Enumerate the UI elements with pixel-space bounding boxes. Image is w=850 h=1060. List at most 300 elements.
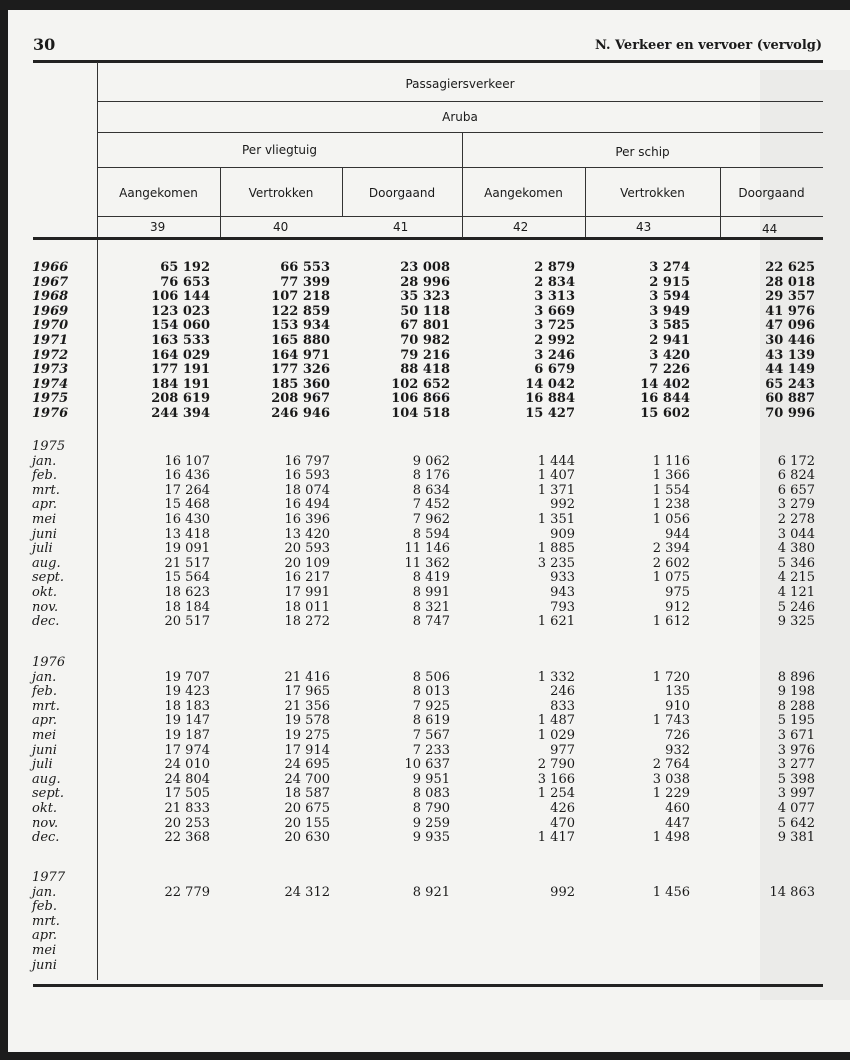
row-label: nov. — [32, 599, 59, 615]
page-title: N. Verkeer en vervoer (vervolg) — [594, 38, 822, 53]
table-row — [0, 557, 850, 572]
table-cell: 8 419 — [412, 570, 450, 586]
table-cell: 470 — [550, 815, 575, 831]
row-label: 1973 — [32, 362, 69, 378]
table-cell: 102 652 — [391, 376, 450, 392]
table-cell: 7 962 — [412, 511, 450, 527]
row-label: apr. — [32, 928, 57, 944]
table-cell: 8 896 — [777, 669, 815, 685]
table-cell: 9 381 — [777, 830, 815, 846]
table-cell: 1 075 — [652, 570, 690, 586]
table-cell: 3 044 — [777, 526, 815, 542]
table-cell: 41 976 — [765, 303, 815, 319]
table-cell: 1 720 — [652, 669, 690, 685]
table-cell: 79 216 — [400, 347, 450, 363]
table-cell: 1 456 — [652, 884, 690, 900]
table-row — [0, 729, 850, 744]
table-cell: 177 191 — [151, 362, 210, 378]
table-cell: 13 420 — [284, 526, 330, 542]
table-row — [0, 528, 850, 543]
table-cell: 6 679 — [534, 362, 575, 378]
table-cell: 1 444 — [537, 453, 575, 469]
table-cell: 208 967 — [271, 391, 330, 407]
table-cell: 793 — [550, 599, 575, 615]
table-cell: 1 351 — [537, 511, 575, 527]
row-label: juni — [32, 957, 57, 973]
table-cell: 20 630 — [284, 830, 330, 846]
table-cell: 8 321 — [412, 599, 450, 615]
table-cell: 7 233 — [412, 742, 450, 758]
table-cell: 122 859 — [271, 303, 330, 319]
year-heading-row — [0, 440, 850, 455]
table-row — [0, 787, 850, 802]
row-label: 1967 — [32, 274, 69, 290]
table-cell: 20 253 — [164, 815, 210, 831]
table-row — [0, 817, 850, 832]
table-cell: 135 — [665, 684, 690, 700]
table-cell: 15 564 — [164, 570, 210, 586]
year-heading-row — [0, 871, 850, 886]
col-header: Doorgaand — [368, 186, 436, 200]
table-cell: 35 323 — [400, 289, 450, 305]
table-cell: 246 946 — [271, 405, 330, 421]
table-row — [0, 542, 850, 557]
table-row — [0, 305, 850, 320]
table-cell: 208 619 — [151, 391, 210, 407]
table-cell: 8 176 — [412, 468, 450, 484]
col-header: Vertrokken — [248, 186, 314, 200]
table-cell: 8 790 — [412, 800, 450, 816]
row-label: 1970 — [32, 318, 69, 334]
table-cell: 1 116 — [652, 453, 690, 469]
table-cell: 24 804 — [164, 771, 210, 787]
table-cell: 3 420 — [649, 347, 690, 363]
table-cell: 5 398 — [777, 771, 815, 787]
table-cell: 24 695 — [284, 757, 330, 773]
table-cell: 6 657 — [777, 482, 815, 498]
table-cell: 17 505 — [164, 786, 210, 802]
table-cell: 21 833 — [164, 800, 210, 816]
table-cell: 9 259 — [412, 815, 450, 831]
table-cell: 16 797 — [284, 453, 330, 469]
table-cell: 944 — [665, 526, 690, 542]
row-label: juli — [32, 541, 53, 557]
table-cell: 60 887 — [765, 391, 815, 407]
table-row — [0, 773, 850, 788]
row-label: sept. — [32, 570, 65, 586]
row-label: mrt. — [32, 698, 60, 714]
row-label: 1968 — [32, 289, 69, 305]
table-cell: 24 700 — [284, 771, 330, 787]
table-cell: 2 915 — [649, 274, 690, 290]
table-cell: 1 487 — [537, 713, 575, 729]
table-row — [0, 513, 850, 528]
table-cell: 992 — [550, 884, 575, 900]
table-row — [0, 685, 850, 700]
table-row — [0, 407, 850, 422]
col-header: Aangekomen — [484, 186, 563, 200]
table-cell: 22 779 — [164, 884, 210, 900]
table-cell: 1 238 — [652, 497, 690, 513]
table-cell: 16 430 — [164, 511, 210, 527]
region-header: Aruba — [442, 110, 478, 124]
table-cell: 16 884 — [525, 391, 575, 407]
monthly-rows-1976 — [0, 656, 850, 846]
row-label: juni — [32, 742, 57, 758]
header-bottom-rule — [33, 237, 823, 240]
table-cell: 910 — [665, 698, 690, 714]
table-cell: 7 925 — [412, 698, 450, 714]
table-cell: 2 834 — [534, 274, 575, 290]
table-row — [0, 571, 850, 586]
table-cell: 9 062 — [412, 453, 450, 469]
row-label: nov. — [32, 815, 59, 831]
table-cell: 16 217 — [284, 570, 330, 586]
table-row — [0, 363, 850, 378]
table-cell: 20 675 — [284, 800, 330, 816]
table-cell: 9 935 — [412, 830, 450, 846]
table-cell: 163 533 — [151, 332, 210, 348]
table-cell: 16 593 — [284, 468, 330, 484]
table-cell: 15 427 — [525, 405, 575, 421]
table-cell: 67 801 — [400, 318, 450, 334]
table-cell: 107 218 — [271, 289, 330, 305]
table-cell: 20 109 — [284, 555, 330, 571]
table-cell: 16 396 — [284, 511, 330, 527]
year-heading-row — [0, 656, 850, 671]
page-number: 30 — [33, 35, 56, 54]
table-cell: 77 399 — [280, 274, 330, 290]
table-cell: 19 707 — [164, 669, 210, 685]
row-label: feb. — [32, 899, 57, 915]
table-cell: 1 885 — [537, 541, 575, 557]
table-cell: 447 — [665, 815, 690, 831]
table-cell: 50 118 — [400, 303, 450, 319]
table-cell: 165 880 — [271, 332, 330, 348]
table-row — [0, 944, 850, 959]
top-rule — [33, 60, 823, 63]
table-row — [0, 671, 850, 686]
table-cell: 1 332 — [537, 669, 575, 685]
table-cell: 8 921 — [412, 884, 450, 900]
table-cell: 184 191 — [151, 376, 210, 392]
table-cell: 943 — [550, 584, 575, 600]
table-cell: 992 — [550, 497, 575, 513]
table-cell: 426 — [550, 800, 575, 816]
col-header: Doorgaand — [738, 186, 805, 200]
table-row — [0, 276, 850, 291]
row-label: apr. — [32, 497, 57, 513]
table-cell: 3 313 — [534, 289, 575, 305]
table-cell: 164 971 — [271, 347, 330, 363]
table-row — [0, 929, 850, 944]
table-row — [0, 758, 850, 773]
table-cell: 8 747 — [412, 614, 450, 630]
bottom-rule — [33, 984, 823, 987]
table-cell: 246 — [550, 684, 575, 700]
table-cell: 19 578 — [284, 713, 330, 729]
table-cell: 70 996 — [765, 405, 815, 421]
table-cell: 2 941 — [649, 332, 690, 348]
table-row — [0, 484, 850, 499]
table-cell: 19 147 — [164, 713, 210, 729]
table-cell: 7 226 — [649, 362, 690, 378]
table-cell: 9 198 — [777, 684, 815, 700]
table-cell: 28 996 — [400, 274, 450, 290]
table-row — [0, 601, 850, 616]
col-number: 42 — [513, 220, 529, 234]
row-label: 1966 — [32, 260, 69, 275]
table-cell: 1 498 — [652, 830, 690, 846]
table-cell: 76 653 — [160, 274, 210, 290]
table-cell: 3 585 — [649, 318, 690, 334]
table-cell: 16 107 — [164, 453, 210, 469]
table-cell: 18 587 — [284, 786, 330, 802]
table-row — [0, 469, 850, 484]
table-cell: 153 934 — [271, 318, 330, 334]
table-row — [0, 900, 850, 915]
table-row — [0, 831, 850, 846]
col-number: 44 — [762, 222, 778, 236]
table-cell: 3 038 — [652, 771, 690, 787]
table-cell: 30 446 — [765, 332, 815, 348]
table-cell: 44 149 — [765, 362, 815, 378]
table-cell: 726 — [665, 727, 690, 743]
row-label: 1974 — [32, 376, 69, 392]
table-cell: 3 997 — [777, 786, 815, 802]
table-cell: 18 074 — [284, 482, 330, 498]
table-cell: 4 215 — [777, 570, 815, 586]
table-cell: 21 356 — [284, 698, 330, 714]
table-cell: 2 992 — [534, 332, 575, 348]
table-cell: 1 371 — [537, 482, 575, 498]
table-cell: 11 362 — [404, 555, 450, 571]
table-cell: 17 965 — [284, 684, 330, 700]
table-row — [0, 392, 850, 407]
table-cell: 17 914 — [284, 742, 330, 758]
table-cell: 123 023 — [151, 303, 210, 319]
col-divider — [720, 167, 721, 237]
row-label: 1976 — [32, 655, 66, 670]
row-label: 1975 — [32, 439, 66, 454]
table-cell: 16 436 — [164, 468, 210, 484]
table-row — [0, 349, 850, 364]
table-cell: 6 824 — [777, 468, 815, 484]
table-cell: 13 418 — [164, 526, 210, 542]
table-cell: 2 764 — [652, 757, 690, 773]
table-cell: 1 417 — [537, 830, 575, 846]
table-cell: 3 274 — [649, 260, 690, 275]
table-cell: 2 790 — [537, 757, 575, 773]
table-cell: 104 518 — [391, 405, 450, 421]
row-label: mei — [32, 942, 57, 958]
table-cell: 909 — [550, 526, 575, 542]
table-cell: 3 725 — [534, 318, 575, 334]
table-cell: 1 554 — [652, 482, 690, 498]
table-row — [0, 886, 850, 901]
table-cell: 8 991 — [412, 584, 450, 600]
table-cell: 7 567 — [412, 727, 450, 743]
table-cell: 8 594 — [412, 526, 450, 542]
table-cell: 21 517 — [164, 555, 210, 571]
table-cell: 1 056 — [652, 511, 690, 527]
table-cell: 22 625 — [765, 260, 815, 275]
table-cell: 244 394 — [151, 405, 210, 421]
monthly-rows-1975 — [0, 440, 850, 630]
table-cell: 154 060 — [151, 318, 210, 334]
table-cell: 19 091 — [164, 541, 210, 557]
table-cell: 24 312 — [284, 884, 330, 900]
table-cell: 1 407 — [537, 468, 575, 484]
table-cell: 10 637 — [404, 757, 450, 773]
table-cell: 4 121 — [777, 584, 815, 600]
table-cell: 4 077 — [777, 800, 815, 816]
table-cell: 5 246 — [777, 599, 815, 615]
table-row — [0, 319, 850, 334]
table-cell: 47 096 — [765, 318, 815, 334]
table-cell: 88 418 — [400, 362, 450, 378]
table-row — [0, 959, 850, 974]
table-cell: 8 506 — [412, 669, 450, 685]
row-label: feb. — [32, 468, 57, 484]
table-cell: 932 — [665, 742, 690, 758]
table-cell: 977 — [550, 742, 575, 758]
table-cell: 28 018 — [765, 274, 815, 290]
table-cell: 8 634 — [412, 482, 450, 498]
row-label: aug. — [32, 771, 61, 787]
table-cell: 15 602 — [640, 405, 690, 421]
row-label: mei — [32, 727, 57, 743]
col-header: Vertrokken — [620, 186, 685, 200]
table-cell: 3 669 — [534, 303, 575, 319]
table-cell: 19 187 — [164, 727, 210, 743]
row-label: 1977 — [32, 870, 66, 885]
col-number: 43 — [636, 220, 652, 234]
annual-rows — [0, 261, 850, 422]
row-label: jan. — [32, 884, 57, 900]
row-label: 1969 — [32, 303, 69, 319]
table-cell: 5 195 — [777, 713, 815, 729]
table-cell: 3 166 — [537, 771, 575, 787]
table-row — [0, 455, 850, 470]
table-cell: 18 623 — [164, 584, 210, 600]
table-row — [0, 498, 850, 513]
col-header: Aangekomen — [119, 186, 198, 200]
table-cell: 70 982 — [400, 332, 450, 348]
table-cell: 16 844 — [640, 391, 690, 407]
table-cell: 20 593 — [284, 541, 330, 557]
table-cell: 1 229 — [652, 786, 690, 802]
col-number: 40 — [273, 220, 289, 234]
table-row — [0, 744, 850, 759]
table-cell: 22 368 — [164, 830, 210, 846]
table-cell: 3 235 — [537, 555, 575, 571]
table-row — [0, 334, 850, 349]
row-label: 1972 — [32, 347, 69, 363]
table-cell: 177 326 — [271, 362, 330, 378]
col-number: 39 — [150, 220, 166, 234]
table-cell: 65 243 — [765, 376, 815, 392]
row-label: okt. — [32, 800, 58, 816]
table-cell: 43 139 — [765, 347, 815, 363]
table-cell: 17 991 — [284, 584, 330, 600]
table-cell: 6 172 — [777, 453, 815, 469]
table-cell: 164 029 — [151, 347, 210, 363]
table-row — [0, 615, 850, 630]
row-label: feb. — [32, 684, 57, 700]
table-cell: 1 029 — [537, 727, 575, 743]
table-cell: 20 517 — [164, 614, 210, 630]
row-label: apr. — [32, 713, 57, 729]
table-row — [0, 290, 850, 305]
table-cell: 14 402 — [640, 376, 690, 392]
row-label: okt. — [32, 584, 58, 600]
table-cell: 15 468 — [164, 497, 210, 513]
table-cell: 11 146 — [404, 541, 450, 557]
table-cell: 14 863 — [769, 884, 815, 900]
table-cell: 24 010 — [164, 757, 210, 773]
row-label: 1975 — [32, 391, 69, 407]
row-label: juni — [32, 526, 57, 542]
table-cell: 3 949 — [649, 303, 690, 319]
mode-header-ship: Per schip — [615, 145, 670, 159]
group-header: Passagiersverkeer — [405, 77, 515, 91]
table-row — [0, 915, 850, 930]
table-cell: 5 346 — [777, 555, 815, 571]
table-cell: 18 183 — [164, 698, 210, 714]
table-row — [0, 586, 850, 601]
table-cell: 21 416 — [284, 669, 330, 685]
monthly-rows-1977 — [0, 871, 850, 973]
table-cell: 3 277 — [777, 757, 815, 773]
table-cell: 66 553 — [280, 260, 330, 275]
rule — [97, 132, 823, 133]
table-cell: 29 357 — [765, 289, 815, 305]
table-cell: 9 951 — [412, 771, 450, 787]
row-label: jan. — [32, 453, 57, 469]
row-label: dec. — [32, 830, 60, 846]
table-cell: 8 288 — [777, 698, 815, 714]
col-number: 41 — [393, 220, 409, 234]
table-cell: 18 011 — [284, 599, 330, 615]
table-cell: 185 360 — [271, 376, 330, 392]
table-cell: 912 — [665, 599, 690, 615]
table-row — [0, 802, 850, 817]
table-cell: 1 621 — [537, 614, 575, 630]
table-cell: 2 394 — [652, 541, 690, 557]
table-cell: 933 — [550, 570, 575, 586]
mode-header-air: Per vliegtuig — [242, 143, 317, 157]
table-cell: 1 743 — [652, 713, 690, 729]
table-row — [0, 714, 850, 729]
row-label: mrt. — [32, 913, 60, 929]
row-label: aug. — [32, 555, 61, 571]
table-cell: 975 — [665, 584, 690, 600]
table-cell: 65 192 — [160, 260, 210, 275]
table-row — [0, 700, 850, 715]
table-cell: 106 866 — [391, 391, 450, 407]
table-cell: 1 254 — [537, 786, 575, 802]
table-cell: 17 974 — [164, 742, 210, 758]
table-cell: 18 184 — [164, 599, 210, 615]
table-cell: 1 366 — [652, 468, 690, 484]
row-label: 1971 — [32, 332, 69, 348]
table-cell: 3 671 — [777, 727, 815, 743]
table-cell: 460 — [665, 800, 690, 816]
table-row — [0, 378, 850, 393]
table-cell: 9 325 — [777, 614, 815, 630]
table-cell: 3 279 — [777, 497, 815, 513]
